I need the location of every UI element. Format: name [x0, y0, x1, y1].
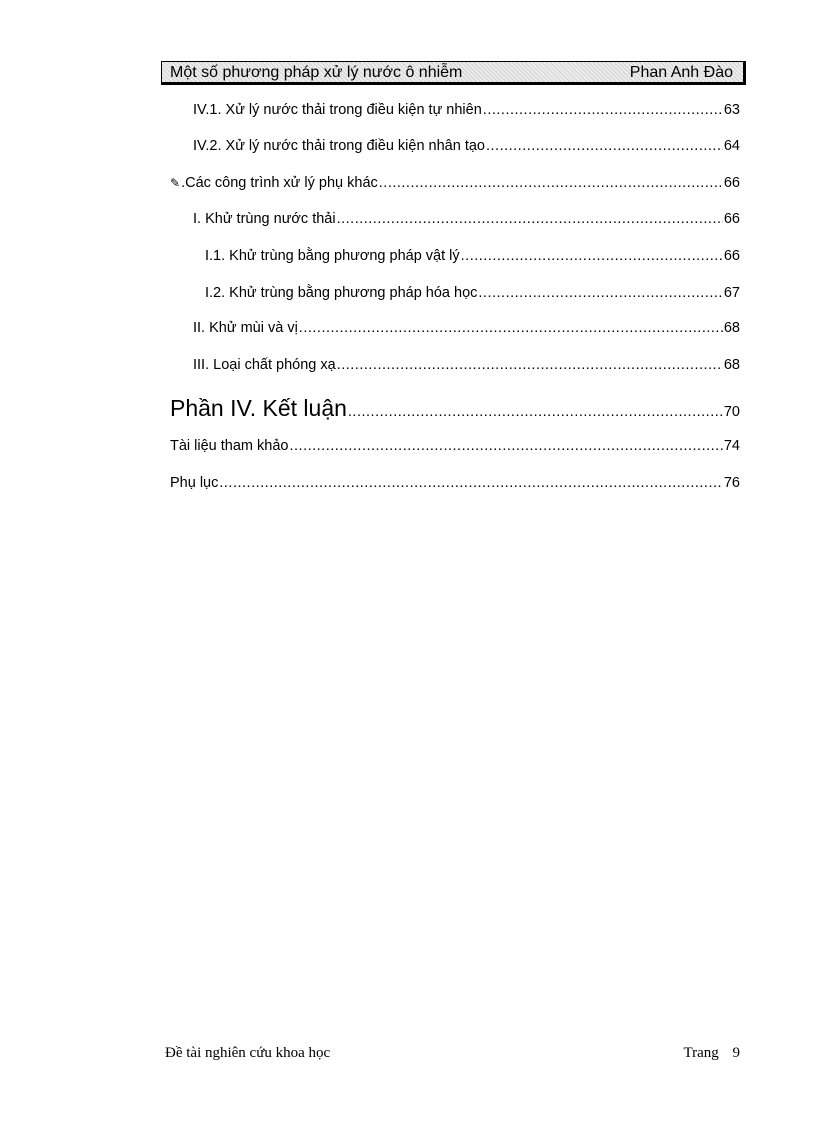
toc-label: Tài liệu tham khảo	[170, 438, 289, 454]
toc-label: II. Khử mùi và vị	[193, 320, 298, 336]
toc-entry-i[interactable]	[193, 209, 740, 229]
toc-leader	[461, 246, 723, 266]
toc-page-number: 74	[723, 438, 740, 454]
toc-leader	[337, 209, 723, 229]
pencil-bullet-icon: ✎	[170, 176, 181, 190]
page-header	[161, 61, 746, 85]
toc-page-number: 66	[723, 175, 740, 191]
toc-leader	[219, 473, 722, 493]
footer-title: Đề tài nghiên cứu khoa học	[165, 1045, 331, 1061]
toc-entry-iv1[interactable]	[193, 100, 740, 120]
toc-entry-iv2[interactable]	[193, 136, 740, 156]
toc-leader	[299, 318, 723, 338]
toc-entry-phan-iv[interactable]	[170, 393, 740, 423]
toc-label: Phụ lục	[170, 475, 219, 491]
toc-page-number: 68	[723, 320, 740, 336]
toc-label: Phần IV. Kết luận	[170, 395, 347, 421]
footer-page	[683, 1043, 740, 1063]
toc-label: IV.1. Xử lý nước thải trong điều kiện tự nhiên	[193, 102, 482, 118]
toc-leader	[348, 397, 723, 427]
toc-leader	[478, 283, 722, 303]
toc-entry-tai-lieu[interactable]	[170, 436, 740, 456]
toc-entry-i1[interactable]	[205, 246, 740, 266]
toc-label: I. Khử trùng nước thải	[193, 211, 336, 227]
toc-label: I.1. Khử trùng bằng phương pháp vật lý	[205, 248, 460, 264]
document-title: Một số phương pháp xử lý nước ô nhiễm	[170, 64, 463, 81]
toc-label: .Các công trình xử lý phụ khác	[181, 175, 378, 191]
toc-label: III. Loại chất phóng xạ	[193, 357, 336, 373]
toc-page-number: 66	[723, 248, 740, 264]
toc-leader	[486, 136, 723, 156]
toc-page-number: 76	[723, 475, 740, 491]
footer-page-number: 9	[732, 1045, 740, 1061]
toc-page-number: 64	[723, 138, 740, 154]
toc-label: IV.2. Xử lý nước thải trong điều kiện nhân tạo	[193, 138, 485, 154]
toc-page-number: 66	[723, 211, 740, 227]
toc-page-number: 63	[723, 102, 740, 118]
toc-page-number: 70	[723, 404, 740, 420]
toc-entry-phu-luc[interactable]	[170, 473, 740, 493]
page-footer	[165, 1043, 740, 1063]
toc-leader	[289, 436, 722, 456]
toc-leader	[379, 173, 723, 193]
toc-entry-i2[interactable]	[205, 283, 740, 303]
toc-page-number: 68	[723, 357, 740, 373]
toc-entry-ii[interactable]	[193, 318, 740, 338]
toc-entry-iii[interactable]	[193, 355, 740, 375]
footer-page-label: Trang	[683, 1045, 719, 1061]
toc-label: I.2. Khử trùng bằng phương pháp hóa học	[205, 285, 478, 301]
toc-leader	[483, 100, 723, 120]
toc-entry-cac-cong-trinh[interactable]	[170, 173, 740, 193]
toc-page-number: 67	[723, 285, 740, 301]
author-name: Phan Anh Đào	[629, 64, 733, 81]
toc-leader	[337, 355, 723, 375]
